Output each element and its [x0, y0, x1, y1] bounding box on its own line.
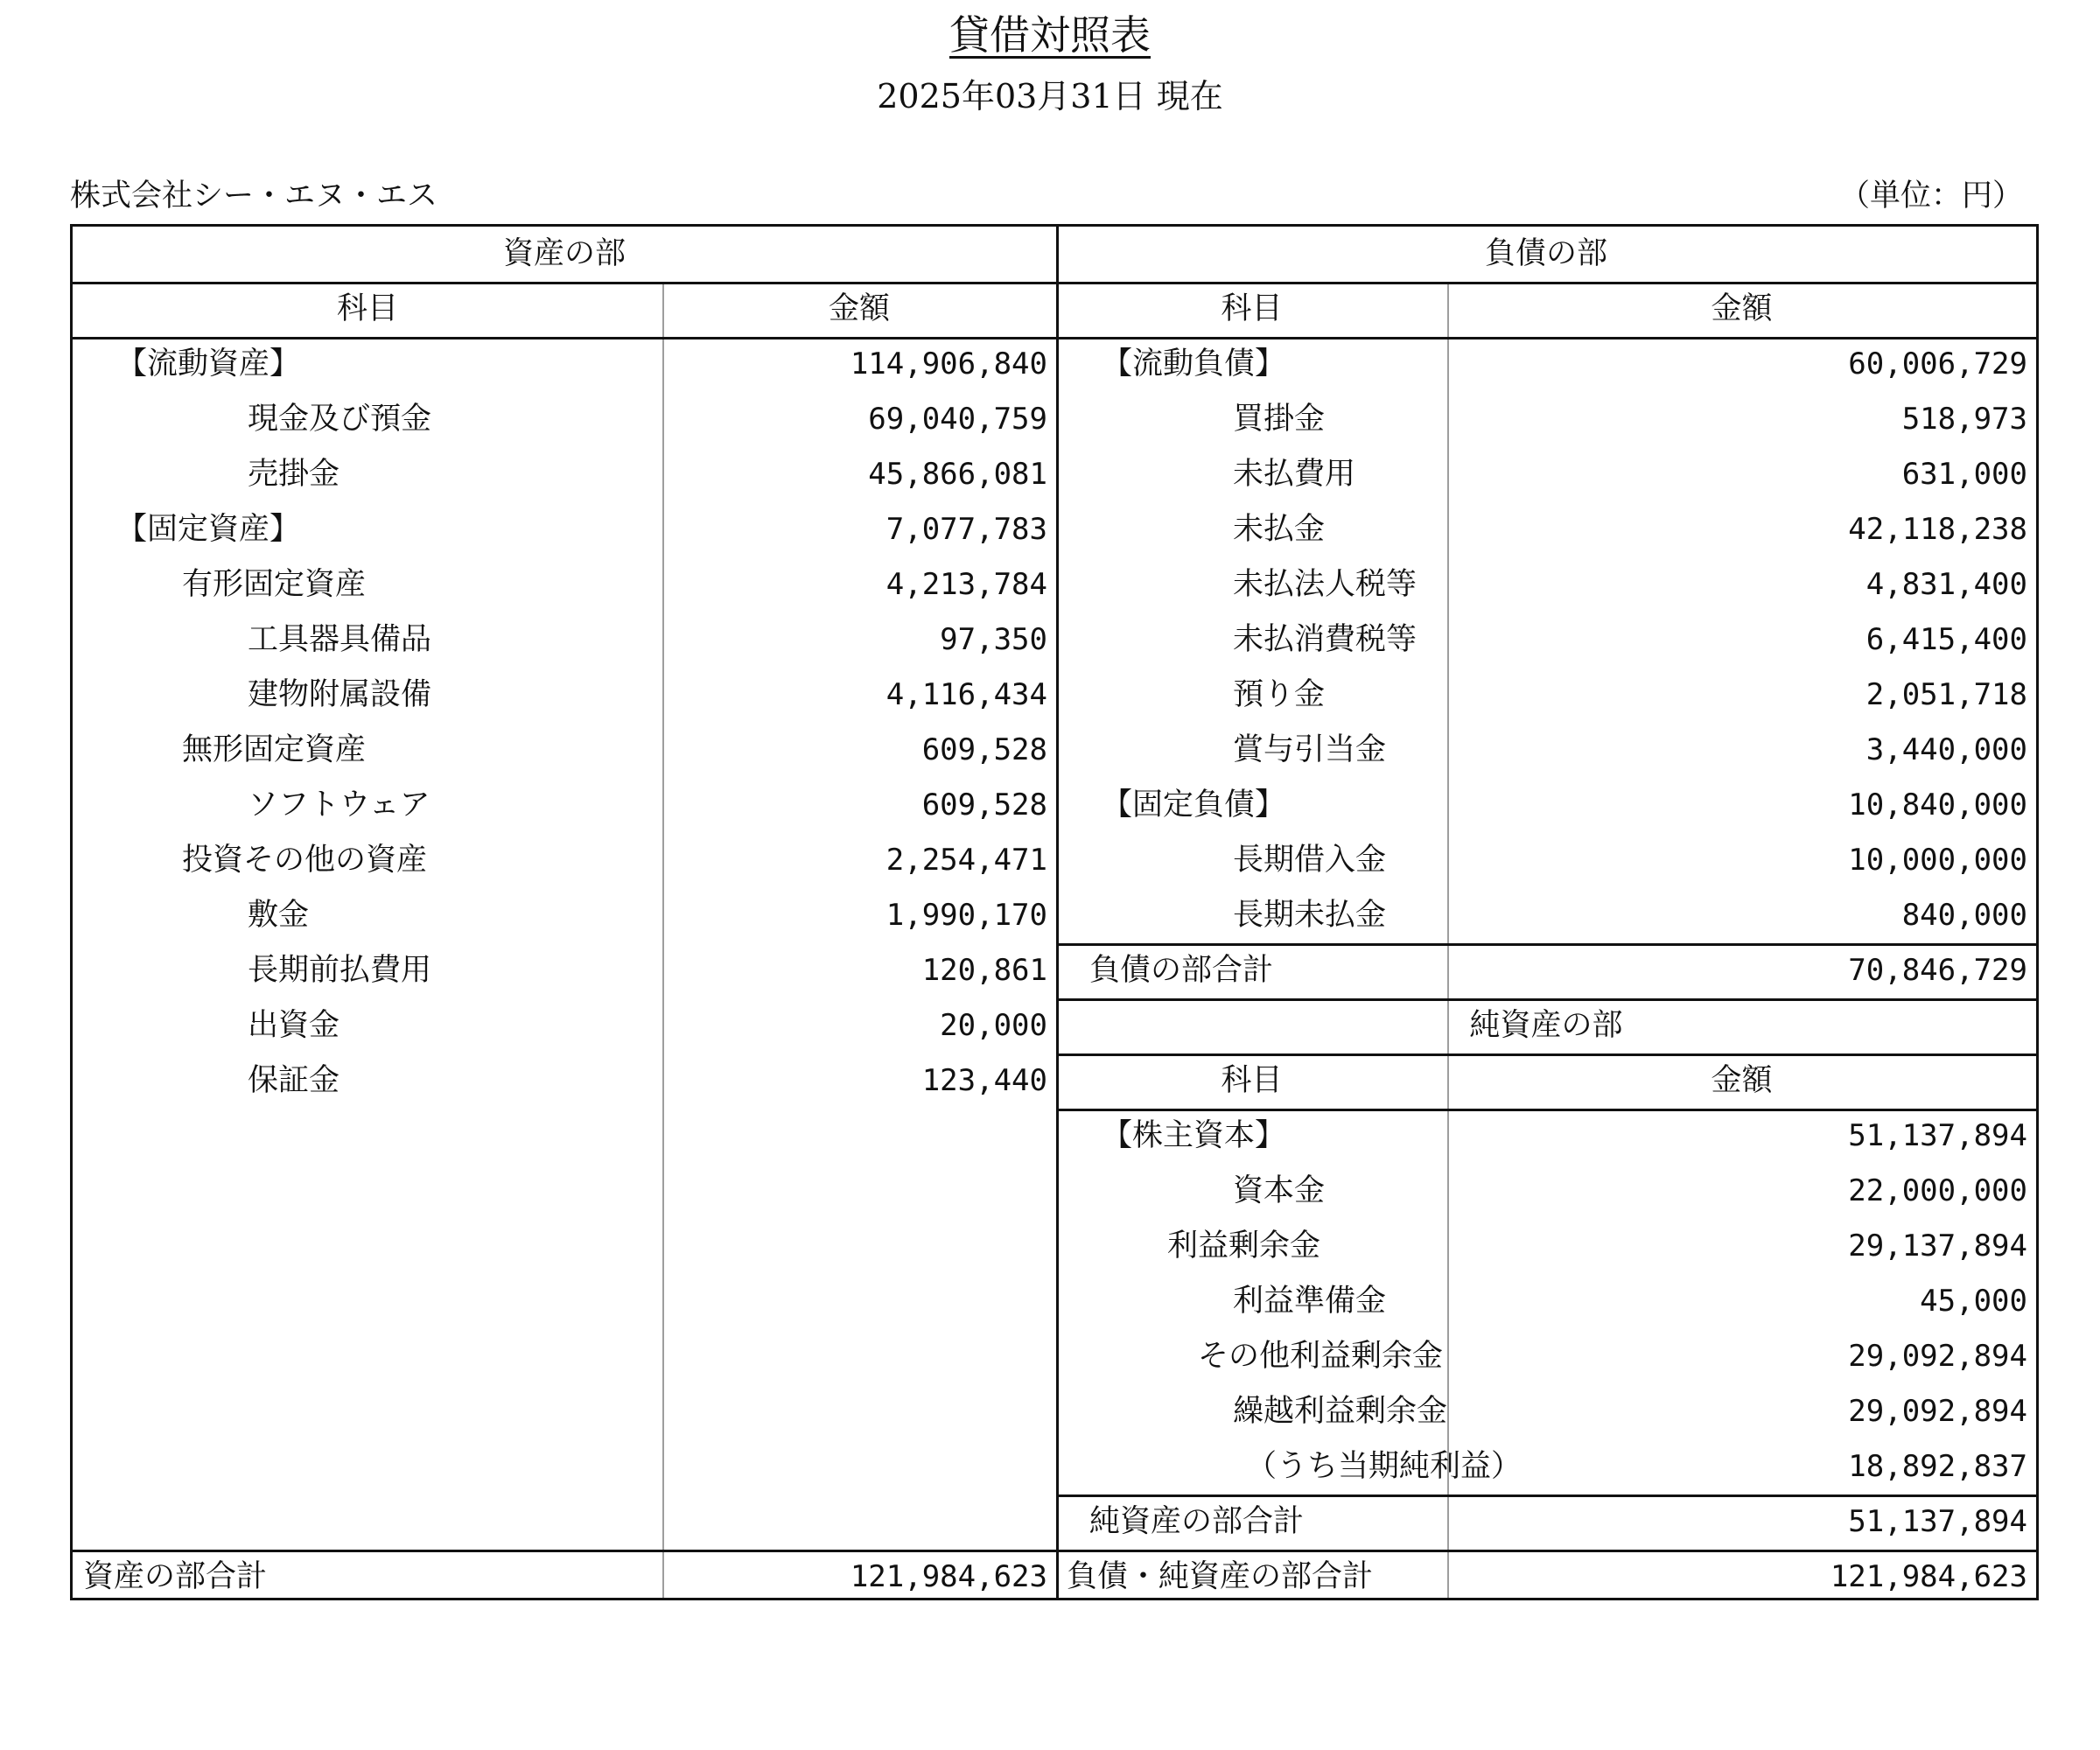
asset-item-amount: 4,213,784 [886, 567, 1047, 602]
net-asset-item-label: 利益準備金 [1233, 1284, 1387, 1319]
liability-item-amount: 10,840,000 [1848, 788, 2027, 822]
asset-item-label: 出資金 [248, 1008, 340, 1043]
asset-item-amount: 7,077,783 [886, 512, 1047, 547]
asset-item-amount: 4,116,434 [886, 677, 1047, 712]
asset-item-amount: 123,440 [921, 1063, 1047, 1098]
liabilities-section-header: 負債の部 [1484, 236, 1607, 271]
net-asset-item-amount: 51,137,894 [1848, 1118, 2027, 1153]
net-assets-total-amount: 51,137,894 [1848, 1504, 2027, 1539]
company-name: 株式会社シー・エヌ・エス [70, 178, 438, 214]
asset-item-amount: 609,528 [921, 788, 1047, 822]
asset-item-label: 無形固定資産 [182, 732, 367, 767]
net-asset-item-label: （うち当期純利益） [1246, 1449, 1522, 1484]
net-assets-total-label: 純資産の部合計 [1089, 1504, 1305, 1539]
net-asset-item-label: その他利益剰余金 [1198, 1339, 1444, 1374]
column-header-amount: 金額 [828, 291, 890, 326]
net-asset-item-label: 資本金 [1233, 1173, 1326, 1208]
net-asset-item-amount: 29,137,894 [1848, 1228, 2027, 1264]
currency-unit: （単位：円） [1838, 178, 2023, 214]
asset-item-amount: 114,906,840 [850, 346, 1047, 382]
asset-item-amount: 20,000 [940, 1008, 1047, 1043]
asset-item-label: 【流動資産】 [116, 346, 301, 382]
net-asset-item-amount: 45,000 [1920, 1284, 2027, 1319]
asset-item-label: ソフトウェア [248, 788, 430, 822]
document-title: 貸借対照表 [949, 11, 1151, 59]
column-header-amount: 金額 [1711, 291, 1773, 326]
column-header-item: 科目 [1221, 1063, 1283, 1098]
net-asset-item-amount: 22,000,000 [1848, 1173, 2027, 1208]
net-asset-item-amount: 29,092,894 [1848, 1394, 2027, 1429]
asset-item-label: 保証金 [248, 1063, 340, 1098]
liability-item-amount: 6,415,400 [1866, 622, 2027, 657]
liability-item-label: 賞与引当金 [1233, 732, 1387, 767]
asset-item-label: 有形固定資産 [182, 567, 367, 602]
liabilities-total-amount: 70,846,729 [1848, 953, 2027, 988]
asset-item-label: 工具器具備品 [248, 622, 432, 657]
asset-item-amount: 97,350 [940, 622, 1047, 657]
report-date: 2025年03月31日 現在 [877, 77, 1223, 116]
asset-item-amount: 120,861 [921, 953, 1047, 988]
assets-total-amount: 121,984,623 [850, 1559, 1047, 1594]
asset-item-amount: 2,254,471 [886, 843, 1047, 878]
net-assets-section-header: 純資産の部 [1469, 1008, 1623, 1043]
asset-item-label: 敷金 [248, 898, 310, 933]
asset-item-label: 長期前払費用 [248, 953, 432, 988]
liability-item-label: 買掛金 [1233, 402, 1326, 437]
column-header-item: 科目 [336, 291, 398, 326]
asset-item-amount: 1,990,170 [886, 898, 1047, 933]
asset-item-amount: 45,866,081 [868, 457, 1047, 492]
liability-item-amount: 840,000 [1901, 898, 2027, 933]
liability-item-amount: 3,440,000 [1866, 732, 2027, 767]
column-header-amount: 金額 [1711, 1063, 1773, 1098]
asset-item-label: 投資その他の資産 [182, 843, 428, 878]
net-asset-item-label: 繰越利益剰余金 [1233, 1394, 1448, 1429]
column-header-item: 科目 [1221, 291, 1283, 326]
net-asset-item-amount: 18,892,837 [1848, 1449, 2027, 1484]
liability-item-label: 【固定負債】 [1102, 788, 1286, 822]
liability-item-label: 未払法人税等 [1233, 567, 1418, 602]
asset-item-amount: 609,528 [921, 732, 1047, 767]
assets-section-header: 資産の部 [502, 236, 626, 271]
liability-item-amount: 42,118,238 [1848, 512, 2027, 547]
liability-item-label: 長期未払金 [1233, 898, 1387, 933]
asset-item-label: 売掛金 [248, 457, 340, 492]
liability-item-label: 未払消費税等 [1233, 622, 1418, 657]
assets-total-label: 資産の部合計 [83, 1559, 268, 1594]
liability-item-label: 未払金 [1233, 512, 1326, 547]
liability-item-label: 【流動負債】 [1102, 346, 1286, 382]
liability-item-amount: 518,973 [1901, 402, 2027, 437]
liability-item-label: 預り金 [1233, 677, 1326, 712]
liability-item-amount: 10,000,000 [1848, 843, 2027, 878]
asset-item-amount: 69,040,759 [868, 402, 1047, 437]
liabilities-net-assets-total-label: 負債・純資産の部合計 [1067, 1559, 1374, 1594]
asset-item-label: 【固定資産】 [116, 512, 301, 547]
net-asset-item-amount: 29,092,894 [1848, 1339, 2027, 1374]
net-asset-item-label: 【株主資本】 [1102, 1118, 1286, 1153]
liability-item-label: 長期借入金 [1233, 843, 1387, 878]
liability-item-amount: 631,000 [1901, 457, 2027, 492]
liability-item-amount: 4,831,400 [1866, 567, 2027, 602]
balance-sheet-table [70, 224, 2039, 1600]
asset-item-label: 建物附属設備 [248, 677, 432, 712]
liability-item-amount: 2,051,718 [1866, 677, 2027, 712]
liability-item-amount: 60,006,729 [1848, 346, 2027, 382]
asset-item-label: 現金及び預金 [248, 402, 432, 437]
liability-item-label: 未払費用 [1233, 457, 1356, 492]
liabilities-net-assets-total-amount: 121,984,623 [1830, 1559, 2027, 1594]
net-asset-item-label: 利益剰余金 [1167, 1228, 1321, 1264]
liabilities-total-label: 負債の部合計 [1089, 953, 1274, 988]
